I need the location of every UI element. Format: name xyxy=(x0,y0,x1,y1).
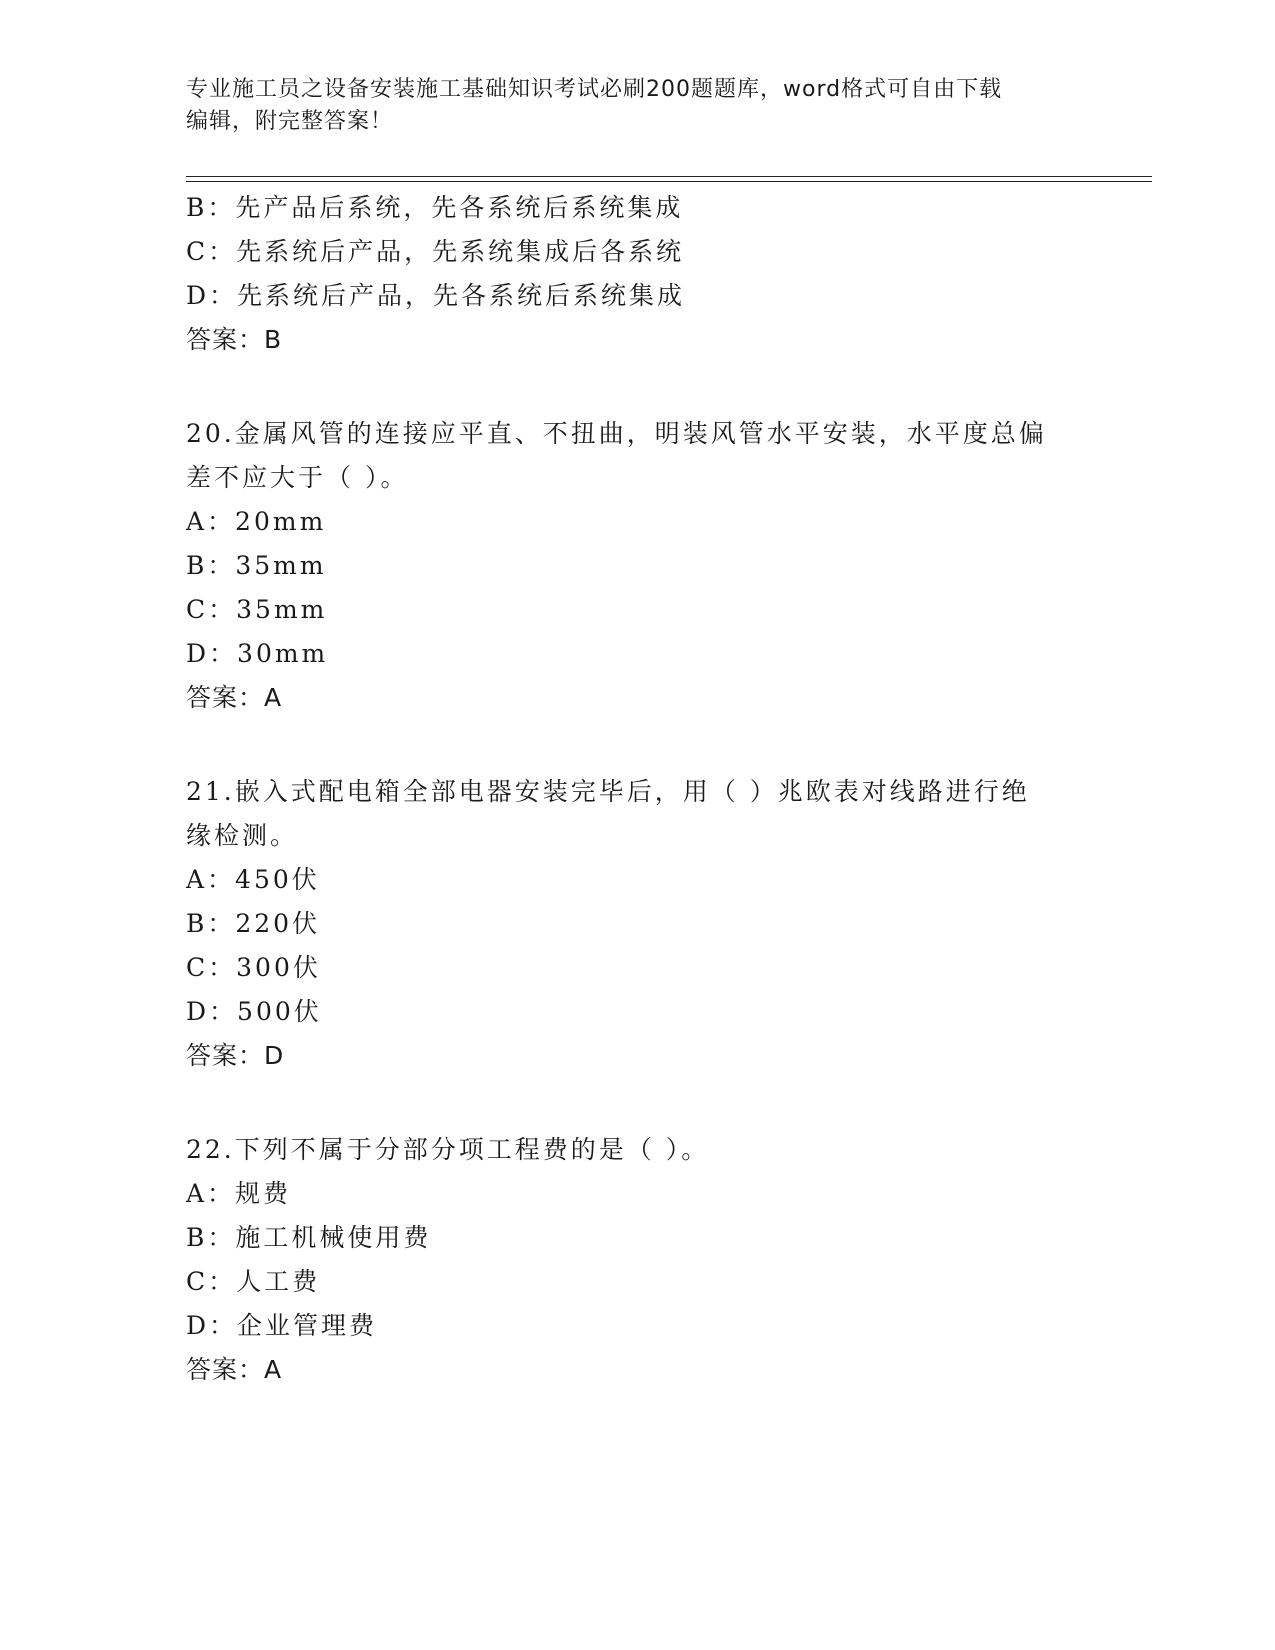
q22-option-c: C：人工费 xyxy=(186,1267,321,1296)
q22-answer: 答案：A xyxy=(186,1355,283,1384)
q20-answer: 答案：A xyxy=(186,683,283,712)
q21-option-b: B：220伏 xyxy=(186,909,321,938)
q20-option-a: A：20mm xyxy=(186,507,327,536)
header-line-2: 编辑，附完整答案！ xyxy=(186,109,394,134)
q19-answer: 答案：B xyxy=(186,325,283,354)
q22-option-b: B：施工机械使用费 xyxy=(186,1223,432,1252)
q20-stem-line-2: 差不应大于（ ）。 xyxy=(186,463,409,492)
q20-option-d: D：30mm xyxy=(186,639,329,668)
q22-option-a: A：规费 xyxy=(186,1179,292,1208)
q22-option-d: D：企业管理费 xyxy=(186,1311,378,1340)
q19-option-c: C：先系统后产品，先系统集成后各系统 xyxy=(186,237,685,266)
header-divider-top xyxy=(186,176,1152,177)
header-line-1: 专业施工员之设备安装施工基础知识考试必刷200题题库，word格式可自由下载 xyxy=(186,77,1003,102)
q20-option-c: C：35mm xyxy=(186,595,328,624)
q20-option-b: B：35mm xyxy=(186,551,327,580)
q21-answer: 答案：D xyxy=(186,1041,285,1070)
q21-stem-line-1: 21.嵌入式配电箱全部电器安装完毕后，用（ ）兆欧表对线路进行绝 xyxy=(186,777,1030,806)
document-header xyxy=(186,74,1066,138)
q19-option-b: B：先产品后系统，先各系统后系统集成 xyxy=(186,193,684,222)
q21-option-d: D：500伏 xyxy=(186,997,322,1026)
q21-stem-line-2: 缘检测。 xyxy=(186,821,299,850)
q22-stem-line-1: 22.下列不属于分部分项工程费的是（ ）。 xyxy=(186,1135,710,1164)
header-divider-bottom xyxy=(186,181,1152,182)
q20-stem-line-1: 20.金属风管的连接应平直、不扭曲，明装风管水平安装，水平度总偏 xyxy=(186,419,1047,448)
q21-option-a: A：450伏 xyxy=(186,865,320,894)
q19-option-d: D：先系统后产品，先各系统后系统集成 xyxy=(186,281,686,310)
q21-option-c: C：300伏 xyxy=(186,953,321,982)
